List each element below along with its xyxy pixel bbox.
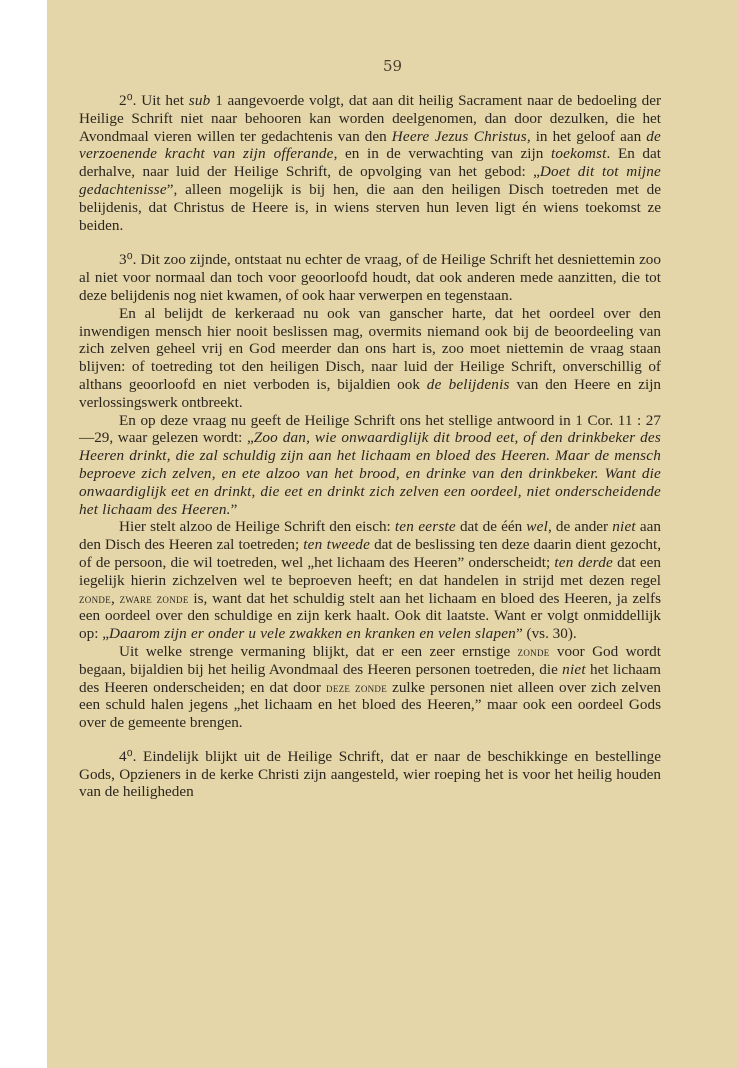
small-caps-text: zware zonde <box>119 590 189 606</box>
text-run: is, want dat het schuldig stelt aan het lichaam en bloed des Heeren, ja zelfs een oordeel over den schuldige en zijn kerk haalt. Ook dit laatste. Want er volgt onmiddellijk op: „ <box>79 589 662 643</box>
text-run: , in het geloof aan <box>526 127 647 145</box>
text-run: 4⁰. Eindelijk blijkt uit de Heilige Schrift, dat er naar de beschikkinge en bestellinge Gods, Opzieners in de kerke Christi zijn aangesteld, wier roeping het is voor het heilig houden van de heiligheden <box>79 747 661 801</box>
paragraph-eisch <box>79 518 661 643</box>
text-run: van den Heere en zijn verlossingswerk ontbreekt. <box>79 375 662 411</box>
book-page <box>47 0 738 1068</box>
text-run: , <box>111 589 120 607</box>
text-run: 3⁰. Dit zoo zijnde, ontstaat nu echter de vraag, of de Heilige Schrift het desniettemin zoo al niet voor normaal dan toch voor geoorloofd houdt, dat ook anderen mede aanzitten, die tot deze belijdenis nog niet kwamen, of ook haar verwerpen en tegenstaan. <box>79 251 661 304</box>
italic-text: de belijdenis <box>426 375 510 393</box>
italic-text: Daarom zijn er onder u vele zwakken en kranken en velen slapen <box>108 625 516 643</box>
body-text <box>79 92 661 801</box>
text-run: En al belijdt de kerkeraad nu ook van ganscher harte, dat het oordeel over den inwendigen mensch hier nooit beslissen mag, overmits niemand ook bij de beoordeeling van zich zelven geheel vrij en God meerder dan ons hart is, zoo moet niettemin de vraag staan blijven: of toetreding tot den heiligen Disch, naar luid der Heilige Schrift, onverschillig of althans geoorloofd en niet verboden is, bijaldien ook <box>79 304 661 393</box>
italic-text: de verzoenende kracht van zijn offerande <box>79 127 662 163</box>
italic-text: ten eerste <box>394 518 456 536</box>
paragraph-kerkeraad <box>79 305 661 412</box>
text-run: 1 aangevoerde volgt, dat aan dit heilig Sacrament naar de bedoeling der Heilige Schrift niet naar behooren kan worden deelgenomen, dan door dezulken, die het Avondmaal vieren willen ter gedachtenis van den <box>79 92 661 145</box>
text-run: , de ander <box>548 518 613 536</box>
italic-text: Zoo dan, wie onwaardiglijk dit brood eet, of den drinkbeker des Heeren drinkt, die zal schuldig zijn aan het lichaam en bloed des Heeren. Maar de mensch beproeve zich zelven, en ete alzoo van het brood, en drinke van den drinkbeker. Want die onwaardiglijk eet en drinkt, die eet en drinkt zich zelven een oordeel, niet onderscheidende het lichaam des Heeren. <box>79 429 661 518</box>
italic-text: ten tweede <box>303 536 371 554</box>
text-run: ”, alleen mogelijk is bij hen, die aan den heiligen Disch toetreden met de belijdenis, dat Christus de Heere is, in wiens sterven hun leven ligt én wiens toekomst ze beiden. <box>79 180 661 234</box>
paragraph-point-4 <box>79 748 661 801</box>
text-run: dat de beslissing ten deze daarin dient gezocht, of de persoon, die wil toetreden, wel „het lichaam des Heeren” onderscheidt; <box>79 536 661 571</box>
text-run: dat de één <box>455 518 527 536</box>
italic-text: sub <box>188 92 211 109</box>
text-run: . En dat derhalve, naar luid der Heilige Schrift, de opvolging van het gebod: „ <box>79 145 661 181</box>
italic-text: niet <box>612 518 636 536</box>
text-run: ” (vs. 30). <box>515 625 577 643</box>
italic-text: niet <box>562 660 586 678</box>
paragraph-corinthians-quote <box>79 412 661 519</box>
text-run: , en in de verwachting van zijn <box>333 145 551 163</box>
small-caps-text: deze zonde <box>326 679 388 695</box>
text-run: Uit welke strenge vermaning blijkt, dat er een zeer ernstige <box>119 642 518 660</box>
italic-text: toekomst <box>550 145 607 163</box>
italic-text: wel <box>526 518 548 536</box>
italic-text: Doet dit tot mijne gedachtenisse <box>79 163 661 198</box>
text-run: voor God wordt begaan, bijaldien bij het heilig Avondmaal des Heeren personen toetreden, die <box>79 642 661 678</box>
text-run: 2⁰. Uit het <box>119 92 189 109</box>
paragraph-point-2 <box>79 92 661 234</box>
text-run: aan den Disch des Heeren zal toetreden; <box>79 518 662 554</box>
italic-text: Heere Jezus Christus <box>391 127 527 145</box>
paragraph-point-3 <box>79 251 661 304</box>
text-run: dat een iegelijk hierin zichzelven wel te beproeven heeft; en dat handelen in strijd met dezen regel <box>79 553 661 589</box>
paragraph-vermaning <box>79 643 661 732</box>
text-run: zulke personen niet alleen over zich zelven een schuld halen jegens „het lichaam en het bloed des Heeren,” maar ook een oordeel Gods over de gemeente brengen. <box>79 678 662 732</box>
small-caps-text: zonde <box>79 590 111 606</box>
italic-text: ten derde <box>554 553 613 571</box>
text-run: het lichaam des Heeren onderscheiden; en dat door <box>79 660 661 696</box>
text-run: ” <box>230 500 238 518</box>
small-caps-text: zonde <box>517 643 550 659</box>
text-run: Hier stelt alzoo de Heilige Schrift den eisch: <box>119 518 395 536</box>
page-number: 59 <box>382 57 403 75</box>
text-run: En op deze vraag nu geeft de Heilige Schrift ons het stellige antwoord in 1 Cor. 11 : 27—29, waar gelezen wordt: „ <box>79 411 661 447</box>
